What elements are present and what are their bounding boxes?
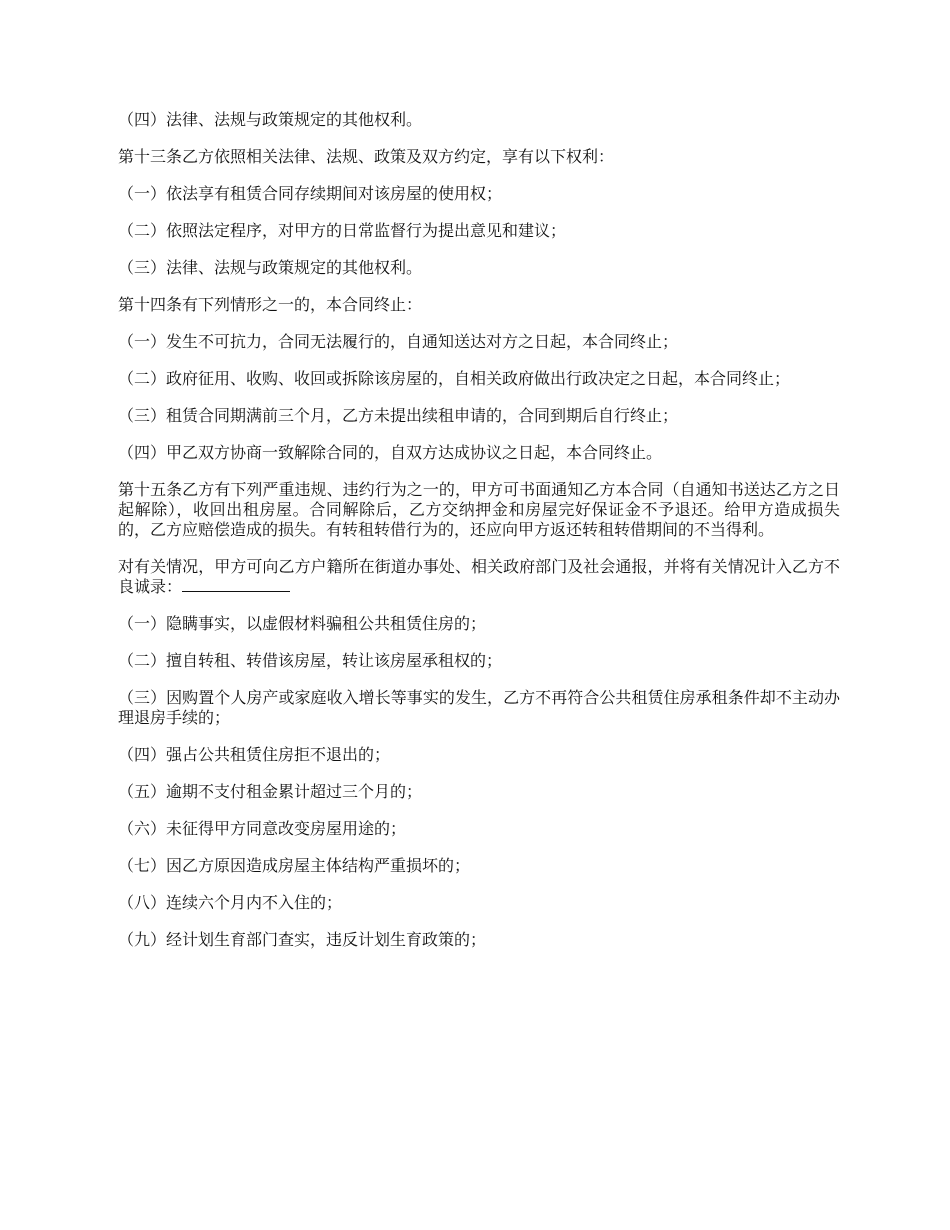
paragraph-rights-4: （四）法律、法规与政策规定的其他权利。 [118, 110, 423, 129]
paragraph-reporting [118, 557, 840, 597]
paragraph-15-4: （四）强占公共租赁住房拒不退出的； [118, 745, 391, 764]
paragraph-13-3: （三）法律、法规与政策规定的其他权利。 [118, 258, 423, 277]
paragraph-13-2: （二）依照法定程序，对甲方的日常监督行为提出意见和建议； [118, 221, 567, 240]
paragraph-13-1: （一）依法享有租赁合同存续期间对该房屋的使用权； [118, 184, 503, 203]
document-page [118, 110, 840, 967]
paragraph-14-3: （三）租赁合同期满前三个月，乙方未提出续租申请的，合同到期后自行终止； [118, 406, 679, 425]
paragraph-15-7: （七）因乙方原因造成房屋主体结构严重损坏的； [118, 856, 471, 875]
paragraph-15-9: （九）经计划生育部门查实，违反计划生育政策的； [118, 930, 487, 949]
paragraph-15-8: （八）连续六个月内不入住的； [118, 893, 343, 912]
paragraph-14-2: （二）政府征用、收购、收回或拆除该房屋的，自相关政府做出行政决定之日起，本合同终止； [118, 369, 791, 388]
paragraph-15-6: （六）未征得甲方同意改变房屋用途的； [118, 819, 407, 838]
paragraph-15-1: （一）隐瞒事实，以虚假材料骗租公共租赁住房的； [118, 614, 487, 633]
paragraph-14-1: （一）发生不可抗力，合同无法履行的，自通知送达对方之日起，本合同终止； [118, 332, 679, 351]
article-13-heading: 第十三条乙方依照相关法律、法规、政策及双方约定，享有以下权利： [118, 147, 615, 166]
article-14-heading: 第十四条有下列情形之一的，本合同终止： [118, 295, 423, 314]
paragraph-15-3: （三）因购置个人房产或家庭收入增长等事实的发生，乙方不再符合公共租赁住房承租条件却不主动办理退房手续的； [118, 688, 840, 727]
paragraph-14-4: （四）甲乙双方协商一致解除合同的，自双方达成协议之日起，本合同终止。 [118, 443, 663, 462]
article-15-body: 第十五条乙方有下列严重违规、违约行为之一的，甲方可书面通知乙方本合同（自通知书送达乙方之日起解除），收回出租房屋。合同解除后，乙方交纳押金和房屋完好保证金不予退还。给甲方造成损失的，乙方应赔偿造成的损失。有转租转借行为的，还应向甲方返还转租转借期间的不当得利。 [118, 480, 840, 539]
paragraph-15-2: （二）擅自转租、转借该房屋，转让该房屋承租权的； [118, 651, 503, 670]
paragraph-reporting-text: 对有关情况，甲方可向乙方户籍所在街道办事处、相关政府部门及社会通报，并将有关情况计入乙方不良诚录： [118, 557, 840, 596]
paragraph-15-5: （五）逾期不支付租金累计超过三个月的； [118, 782, 423, 801]
fill-in-blank[interactable] [182, 577, 290, 592]
